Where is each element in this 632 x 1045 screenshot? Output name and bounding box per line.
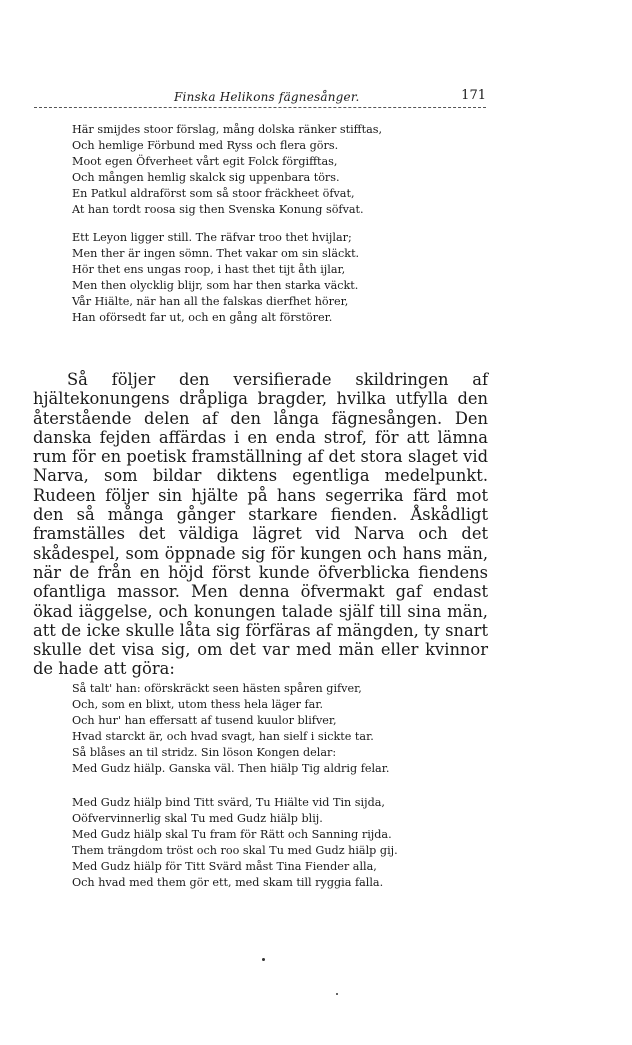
verse-line: Så talt' han: oförskräckt seen hästen spåren gifver, — [72, 682, 362, 695]
verse-line: Och hur' han effersatt af tusend kuulor blifver, — [72, 714, 337, 727]
verse-line: Men ther är ingen sömn. Thet vakar om sin släckt. — [72, 247, 360, 260]
verse-line: Och mången hemlig skalck sig uppenbara törs. — [72, 171, 340, 184]
verse-line: Med Gudz hiälp för Titt Svärd måst Tina Fiender alla, — [72, 860, 377, 873]
verse-line: Han oförsedt far ut, och en gång alt förstörer. — [72, 311, 333, 324]
verse-line: Oöfvervinnerlig skal Tu med Gudz hiälp blij. — [72, 812, 323, 825]
verse-line: En Patkul aldraförst som så stoor fräckheet öfvat, — [72, 187, 355, 200]
verse-line: Och hvad med them gör ett, med skam till ryggia falla. — [72, 876, 384, 889]
ink-speck — [262, 958, 265, 961]
verse-line: Hvad starckt är, och hvad svagt, han sielf i sickte tar. — [72, 730, 374, 743]
verse-line: Hör thet ens ungas roop, i hast thet tijt åth ijlar, — [72, 263, 346, 276]
running-title: Finska Helikons fägnesånger. — [174, 90, 360, 104]
verse-line: Med Gudz hiälp. Ganska väl. Then hiälp Tig aldrig felar. — [72, 762, 390, 775]
page-number: 171 — [461, 88, 486, 103]
verse-line: Med Gudz hiälp bind Titt svärd, Tu Hiälte vid Tin sijda, — [72, 796, 385, 809]
prose-paragraph — [33, 370, 488, 679]
verse-line: Them trängdom tröst och roo skal Tu med Gudz hiälp gij. — [72, 844, 398, 857]
poem-stanza-3 — [72, 681, 389, 777]
verse-line: Och hemlige Förbund med Ryss och flera görs. — [72, 139, 339, 152]
header-rule — [34, 107, 486, 108]
poem-stanza-2 — [72, 230, 359, 326]
verse-line: Ett Leyon ligger still. The räfvar troo thet hvijlar; — [72, 231, 352, 244]
ink-speck — [336, 993, 338, 995]
poem-stanza-1 — [72, 122, 382, 218]
verse-line: Och, som en blixt, utom thess hela läger far. — [72, 698, 324, 711]
verse-line: Vår Hiälte, när han all the falskas dierfhet hörer, — [72, 295, 349, 308]
poem-stanza-4 — [72, 795, 398, 891]
prose-text: Så följer den versifierade skildringen af hjältekonungens dråpliga bragder, hvilka utfylla den återstående delen af den långa fägnesången. Den danska fejden affärdas i en enda strof, för att lämna rum för en poetisk framställning af det stora slaget vid Narva, som bildar diktens egentliga medelpunkt. Rudeen följer sin hjälte på hans segerrika färd mot den så många gånger starkare fienden. Åskådligt framställes det väldiga lägret vid Narva och det skådespel, som öppnade sig för kungen och hans män, när de från en höjd först kunde öfverblicka fiendens ofantliga massor. Men denna öfvermakt gaf endast ökad iäggelse, och konungen talade själf till sina män, att de icke skulle låta sig förfäras af mängden, ty snart skulle det visa sig, om det var med män eller kvinnor de hade att göra: — [33, 370, 488, 679]
page-header — [34, 88, 486, 108]
verse-line: Här smijdes stoor förslag, mång dolska ränker stifftas, — [72, 123, 383, 136]
verse-line: Med Gudz hiälp skal Tu fram för Rätt och Sanning rijda. — [72, 828, 392, 841]
verse-line: At han tordt roosa sig then Svenska Konung söfvat. — [72, 203, 364, 216]
verse-line: Moot egen Öfverheet vårt egit Folck förgifftas, — [72, 155, 338, 168]
verse-line: Men then olycklig blijr, som har then starka väckt. — [72, 279, 359, 292]
verse-line: Så blåses an til stridz. Sin löson Kongen delar: — [72, 746, 337, 759]
